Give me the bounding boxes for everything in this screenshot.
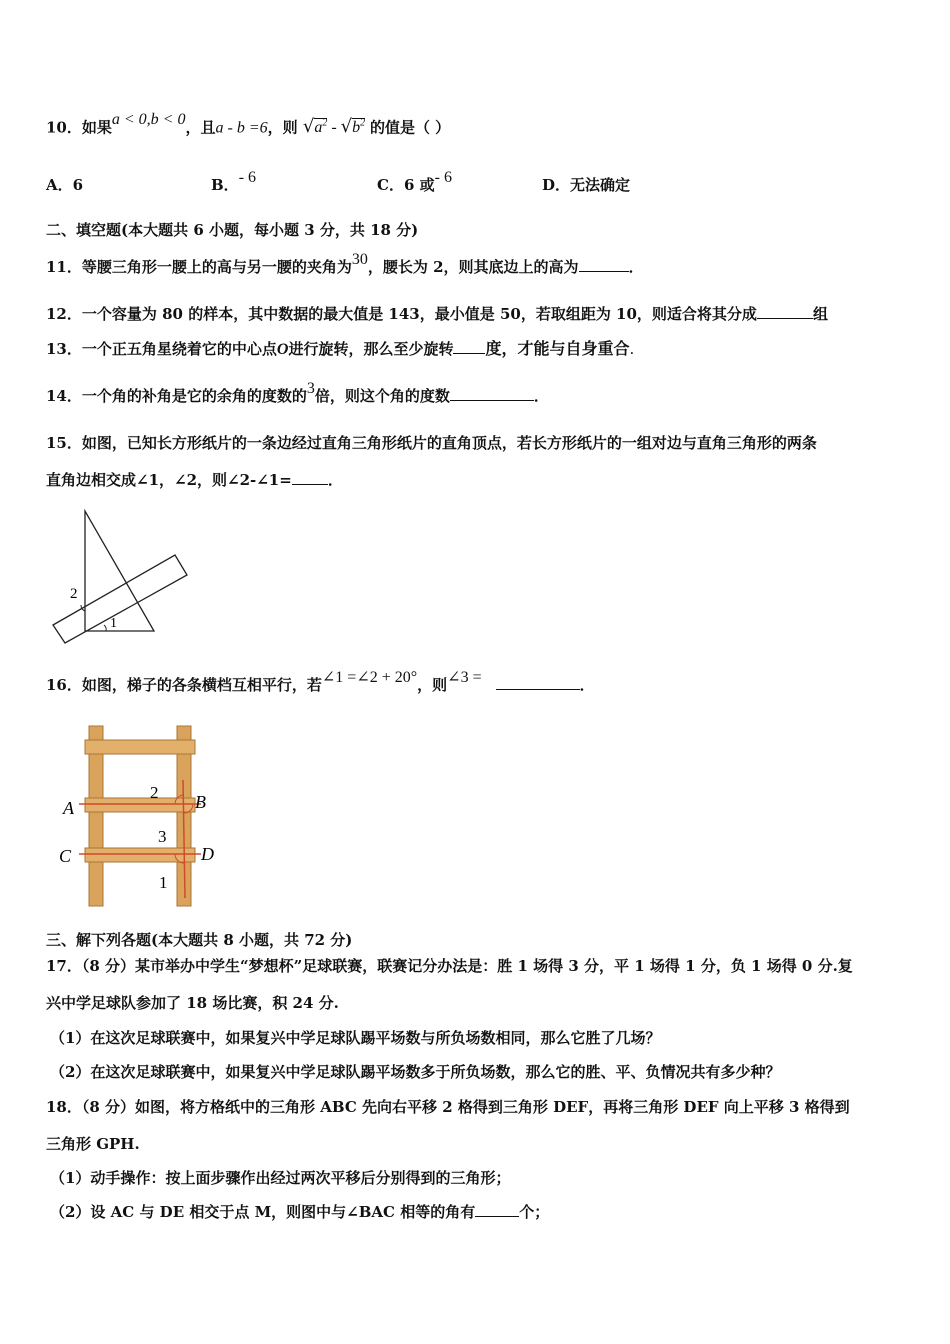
ladder-rung-ab <box>85 798 195 812</box>
q18-sub1: （1）动手操作：按上面步骤作出经过两次平移后分别得到的三角形； <box>50 1169 511 1187</box>
ladder-rung-cd <box>85 848 195 862</box>
q18-answer-blank[interactable] <box>475 1202 519 1217</box>
angle-1-label: 1 <box>110 616 117 631</box>
q10-prefix: 10．如果 <box>46 118 112 137</box>
q14: 14．一个角的补角是它的余角的度数的3倍，则这个角的度数 ． <box>46 380 549 405</box>
q13-answer-blank[interactable] <box>453 339 485 354</box>
q10-option-d: D．无法确定 <box>542 176 631 194</box>
section-2-heading: 二、填空题(本大题共 6 小题，每小题 3 分，共 18 分) <box>46 221 419 239</box>
q10-equation: a - b =6 <box>215 119 268 137</box>
q15-line2: 直角边相交成∠1，∠2，则∠2-∠1= ． <box>46 471 343 489</box>
angle-2-label: 2 <box>150 783 159 802</box>
sqrt-icon: √ <box>340 116 353 138</box>
q10-option-b: B．- 6 <box>211 169 257 194</box>
q10-mid2: ，则 <box>267 118 298 137</box>
sqrt-icon: √ <box>302 116 315 138</box>
q10-stem <box>46 111 451 138</box>
q17-sub2: （2）在这次足球联赛中，如果复兴中学足球队踢平场数多于所负场数，那么它的胜、平、负情况共有多少种？ <box>50 1063 781 1081</box>
angle-2-label: 2 <box>70 586 78 602</box>
q10-option-a: A．6 <box>46 176 84 194</box>
q10-condition: a < 0,b < 0 <box>111 111 186 129</box>
q18-line1: 18．（8 分）如图，将方格纸中的三角形 ABC 先向右平移 2 格得到三角形 DEF，再将三角形 DEF 向上平移 3 格得到 <box>46 1098 850 1116</box>
q15-line1: 15．如图，已知长方形纸片的一条边经过直角三角形纸片的直角顶点，若长方形纸片的一组对边与直角三角形的两条 <box>46 434 817 452</box>
q10-suffix: 的值是（ ） <box>369 118 451 137</box>
ladder-rung-top <box>85 740 195 754</box>
angle-1-arc <box>104 625 106 631</box>
point-b-label: B <box>195 792 206 812</box>
q18-sub2: （2）设 AC 与 DE 相交于点 M，则图中与∠BAC 相等的角有 个； <box>50 1203 550 1221</box>
q11: 11．等腰三角形一腰上的高与另一腰的夹角为30，腰长为 2，则其底边上的高为 ． <box>46 251 644 276</box>
q13: 13．一个正五角星绕着它的中心点O进行旋转，那么至少旋转 度，才能与自身重合. <box>46 339 635 358</box>
section-3-heading: 三、解下列各题(本大题共 8 小题，共 72 分) <box>46 931 353 949</box>
q10-option-c: C．6 或- 6 <box>377 169 452 194</box>
angle-1-label: 1 <box>159 873 168 892</box>
angle-3-label: 3 <box>158 827 167 846</box>
q14-answer-blank[interactable] <box>450 386 534 401</box>
q17-sub1: （1）在这次足球联赛中，如果复兴中学足球队踢平场数与所负场数相同，那么它胜了几场？ <box>50 1029 661 1047</box>
q16-ladder-figure <box>55 720 225 910</box>
point-c-label: C <box>59 846 72 866</box>
q12: 12．一个容量为 80 的样本，其中数据的最大值是 143，最小值是 50，若取组距为 10，则适合将其分成 组 <box>46 305 828 323</box>
q18-line2: 三角形 GPH. <box>46 1135 140 1153</box>
q16-answer-blank[interactable] <box>496 675 580 690</box>
q11-answer-blank[interactable] <box>579 257 629 272</box>
q12-answer-blank[interactable] <box>757 304 813 319</box>
q17-line1: 17．（8 分）某市举办中学生“梦想杯”足球联赛，联赛记分办法是：胜 1 场得 3 分，平 1 场得 1 分，负 1 场得 0 分.复 <box>46 957 853 975</box>
q10-mid1: ，且 <box>185 118 216 137</box>
q10-expression: $√a^2 - √b^2$ <box>302 116 366 138</box>
q17-line2: 兴中学足球队参加了 18 场比赛，积 24 分. <box>46 994 339 1012</box>
point-d-label: D <box>201 844 214 864</box>
q15-figure <box>48 505 193 645</box>
point-a-label: A <box>63 798 74 818</box>
q16: 16．如图，梯子的各条横档互相平行，若∠1 =∠2 + 20°，则∠3 = ． <box>46 669 595 694</box>
q15-answer-blank[interactable] <box>292 470 328 485</box>
